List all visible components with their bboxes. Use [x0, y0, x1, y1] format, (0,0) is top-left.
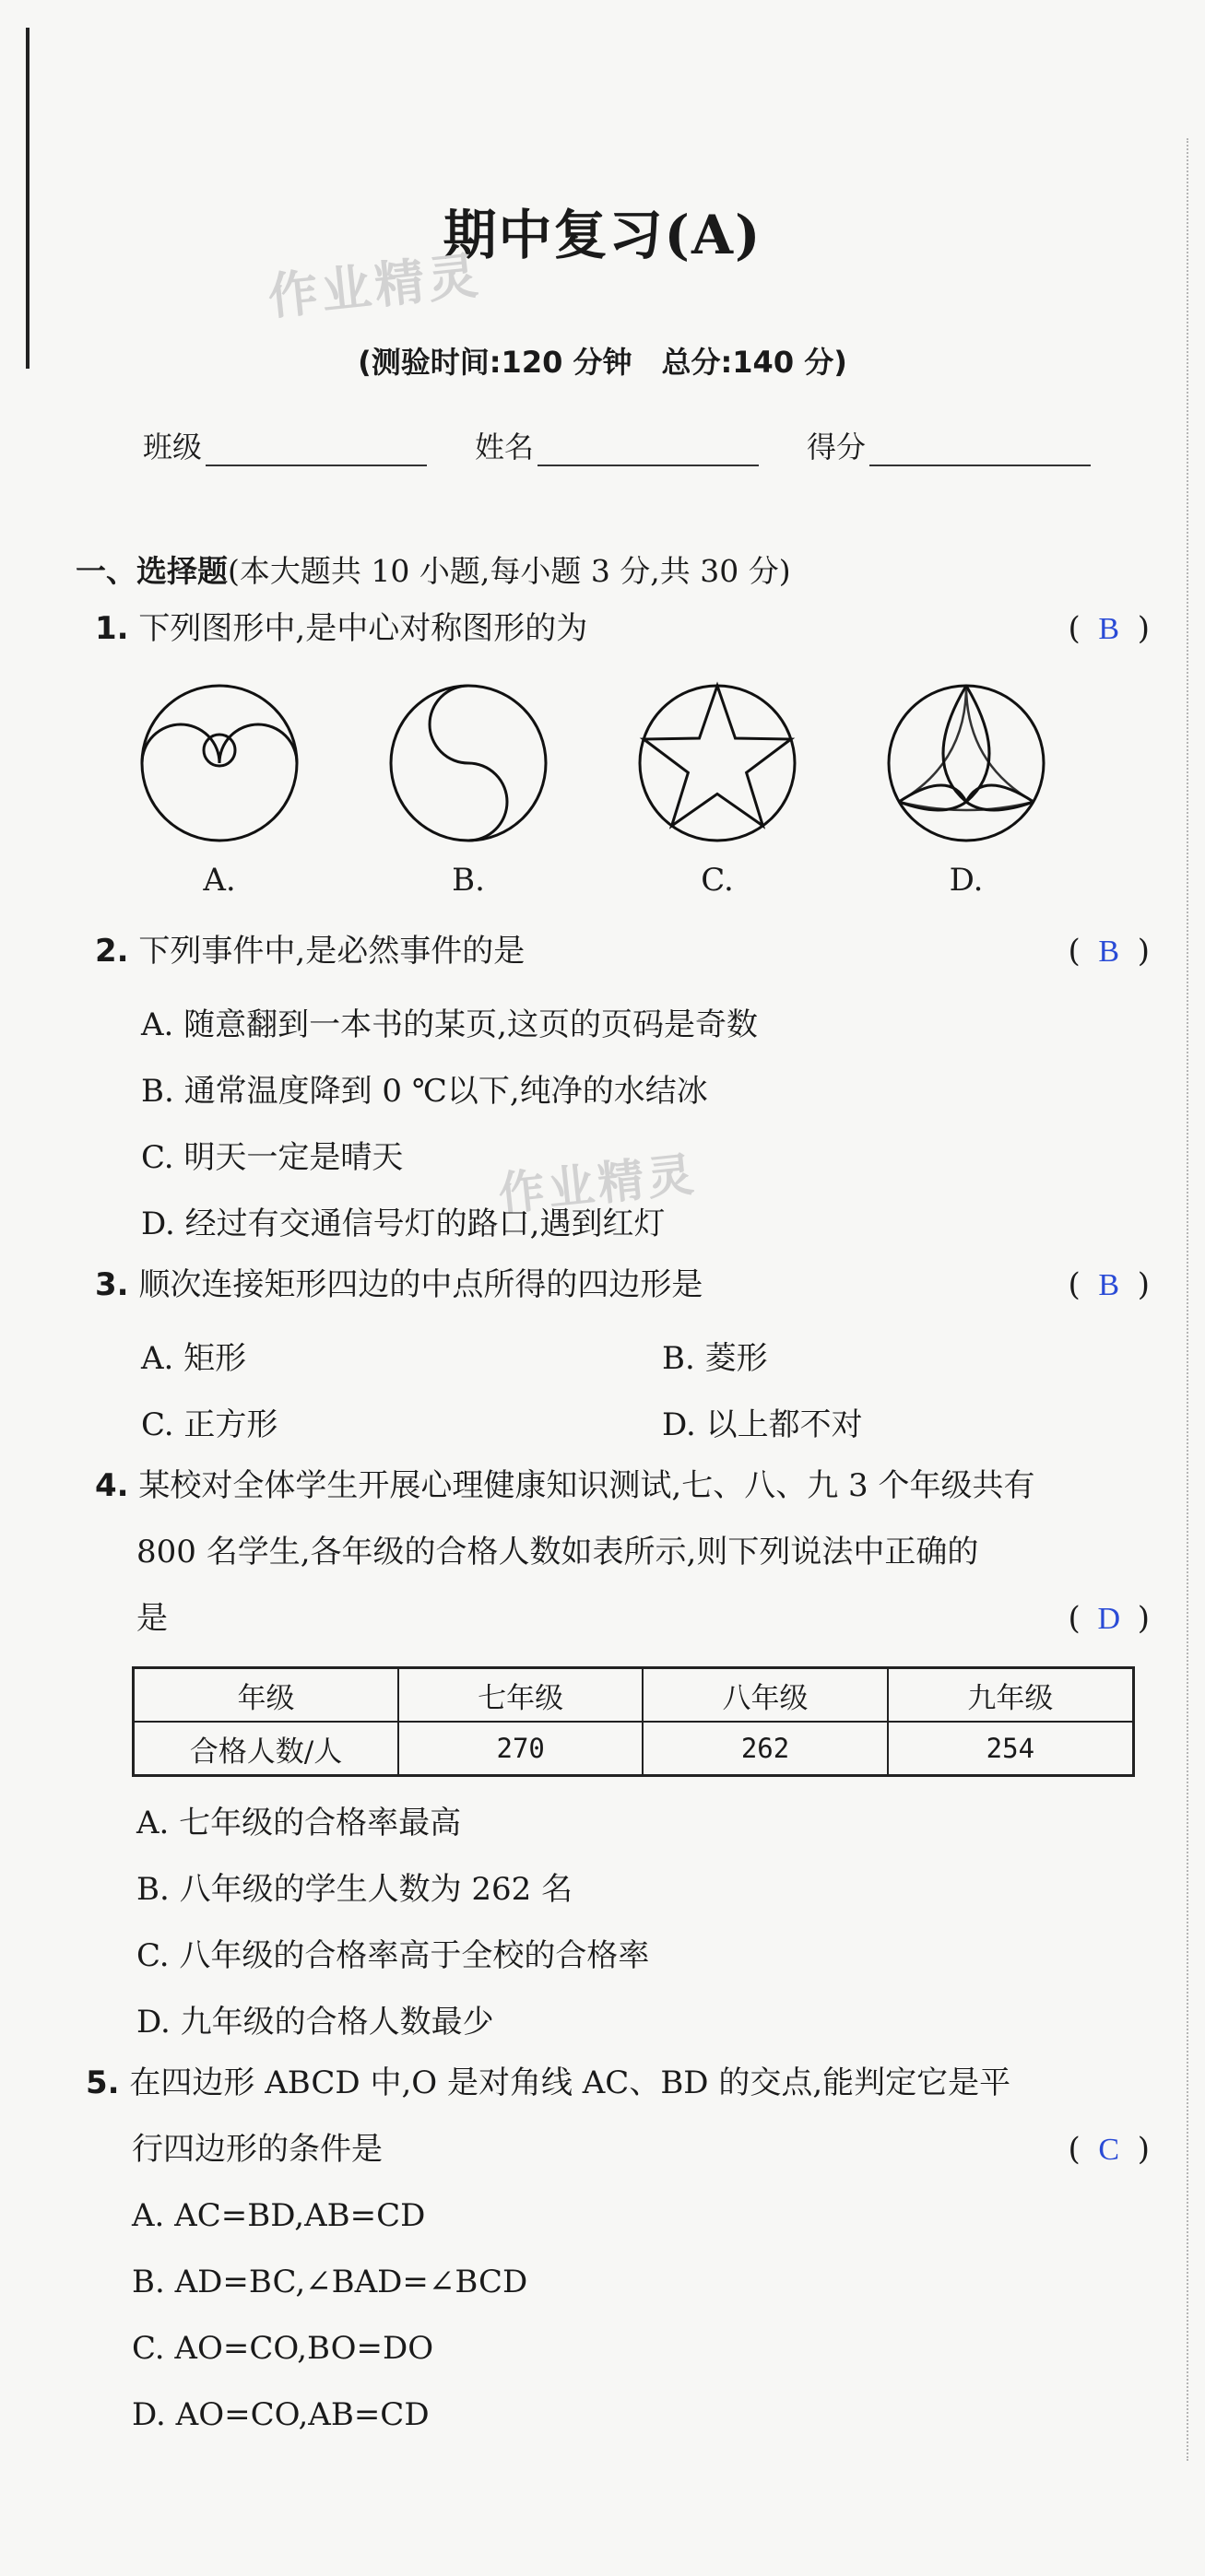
- figure-a: [136, 680, 302, 846]
- question-number: 1.: [95, 610, 129, 647]
- table-header: 九年级: [888, 1668, 1134, 1723]
- score-blank[interactable]: [869, 429, 1091, 466]
- answer-letter: D: [1097, 1602, 1121, 1636]
- watermark: 作业精灵: [495, 1147, 700, 1222]
- question-4: [95, 1467, 1034, 1505]
- page-edge-dotted: [1187, 138, 1188, 2461]
- answer-letter: B: [1098, 612, 1120, 646]
- question-text: 下列图形中,是中心对称图形的为: [138, 610, 588, 647]
- question-text-line-1: 在四边形 ABCD 中,O 是对角线 AC、BD 的交点,能判定它是平: [129, 2064, 1011, 2101]
- q5-option-b: B. AD=BC,∠BAD=∠BCD: [132, 2264, 528, 2300]
- figure-label-d: D.: [949, 862, 984, 899]
- class-field[interactable]: [143, 424, 427, 466]
- table-header-row: [134, 1668, 1134, 1723]
- class-blank[interactable]: [206, 429, 427, 466]
- table-header: 七年级: [398, 1668, 643, 1723]
- exam-info: (测验时间:120 分钟 总分:140 分): [358, 345, 847, 380]
- question-text-line-2: 行四边形的条件是: [132, 2131, 383, 2168]
- section-desc: (本大题共 10 小题,每小题 3 分,共 30 分): [228, 553, 791, 589]
- q3-option-a: A. 矩形: [141, 1340, 247, 1377]
- table-row-label: 合格人数/人: [134, 1722, 399, 1776]
- question-text: 下列事件中,是必然事件的是: [138, 933, 526, 970]
- q3-option-b: B. 菱形: [662, 1340, 768, 1377]
- q5-option-a: A. AC=BD,AB=CD: [132, 2197, 426, 2234]
- question-number: 5.: [86, 2064, 120, 2101]
- question-3: [95, 1266, 703, 1304]
- answer-4: ( D ): [1068, 1600, 1150, 1637]
- q2-option-d: D. 经过有交通信号灯的路口,遇到红灯: [141, 1206, 666, 1242]
- table-header: 年级: [134, 1668, 399, 1723]
- figure-label-c: C.: [701, 862, 734, 899]
- q5-option-d: D. AO=CO,AB=CD: [132, 2396, 430, 2433]
- table-cell: 262: [643, 1722, 887, 1776]
- q4-option-a: A. 七年级的合格率最高: [136, 1805, 462, 1841]
- question-text-line-1: 某校对全体学生开展心理健康知识测试,七、八、九 3 个年级共有: [138, 1467, 1035, 1504]
- answer-letter: B: [1098, 1268, 1120, 1302]
- figure-label-b: B.: [452, 862, 485, 899]
- q4-option-c: C. 八年级的合格率高于全校的合格率: [136, 1937, 650, 1974]
- q3-option-d: D. 以上都不对: [662, 1406, 863, 1443]
- answer-5: ( C ): [1068, 2131, 1150, 2168]
- figure-b: [385, 680, 551, 846]
- table-cell: 270: [398, 1722, 643, 1776]
- table-header: 八年级: [643, 1668, 887, 1723]
- table-row: [134, 1722, 1134, 1776]
- score-field[interactable]: [807, 424, 1091, 466]
- question-number: 3.: [95, 1266, 129, 1303]
- answer-2: ( B ): [1068, 933, 1150, 970]
- q4-option-d: D. 九年级的合格人数最少: [136, 2004, 494, 2041]
- figure-label-a: A.: [203, 862, 236, 899]
- name-blank[interactable]: [538, 429, 759, 466]
- class-label: 班级: [143, 429, 203, 465]
- answer-3: ( B ): [1068, 1266, 1150, 1303]
- answer-1: ( B ): [1068, 610, 1150, 647]
- section-heading: [76, 547, 791, 591]
- table-cell: 254: [888, 1722, 1134, 1776]
- name-label: 姓名: [475, 429, 535, 465]
- q3-option-c: C. 正方形: [141, 1406, 278, 1443]
- answer-letter: C: [1098, 2133, 1120, 2167]
- question-text-line-2: 800 名学生,各年级的合格人数如表所示,则下列说法中正确的: [136, 1534, 979, 1570]
- q5-option-c: C. AO=CO,BO=DO: [132, 2330, 434, 2367]
- q2-option-c: C. 明天一定是晴天: [141, 1139, 404, 1176]
- answer-letter: B: [1098, 935, 1120, 969]
- question-2: [95, 933, 525, 970]
- figure-c: [634, 680, 800, 846]
- question-text: 顺次连接矩形四边的中点所得的四边形是: [138, 1266, 703, 1303]
- question-number: 4.: [95, 1467, 129, 1504]
- section-title: 一、选择题: [76, 553, 228, 589]
- name-field[interactable]: [475, 424, 759, 466]
- q2-option-b: B. 通常温度降到 0 ℃以下,纯净的水结冰: [141, 1073, 708, 1110]
- question-text-line-3: 是: [136, 1600, 168, 1637]
- page-title: 期中复习(A): [443, 204, 762, 266]
- watermark: 作业精灵: [265, 246, 485, 326]
- question-number: 2.: [95, 933, 129, 970]
- figure-d: [883, 680, 1049, 846]
- score-label: 得分: [807, 429, 867, 465]
- question-5: [86, 2064, 1010, 2102]
- q2-option-a: A. 随意翻到一本书的某页,这页的页码是奇数: [141, 1006, 758, 1043]
- question-1: [95, 610, 587, 648]
- grades-table: [132, 1666, 1135, 1777]
- q4-option-b: B. 八年级的学生人数为 262 名: [136, 1871, 573, 1908]
